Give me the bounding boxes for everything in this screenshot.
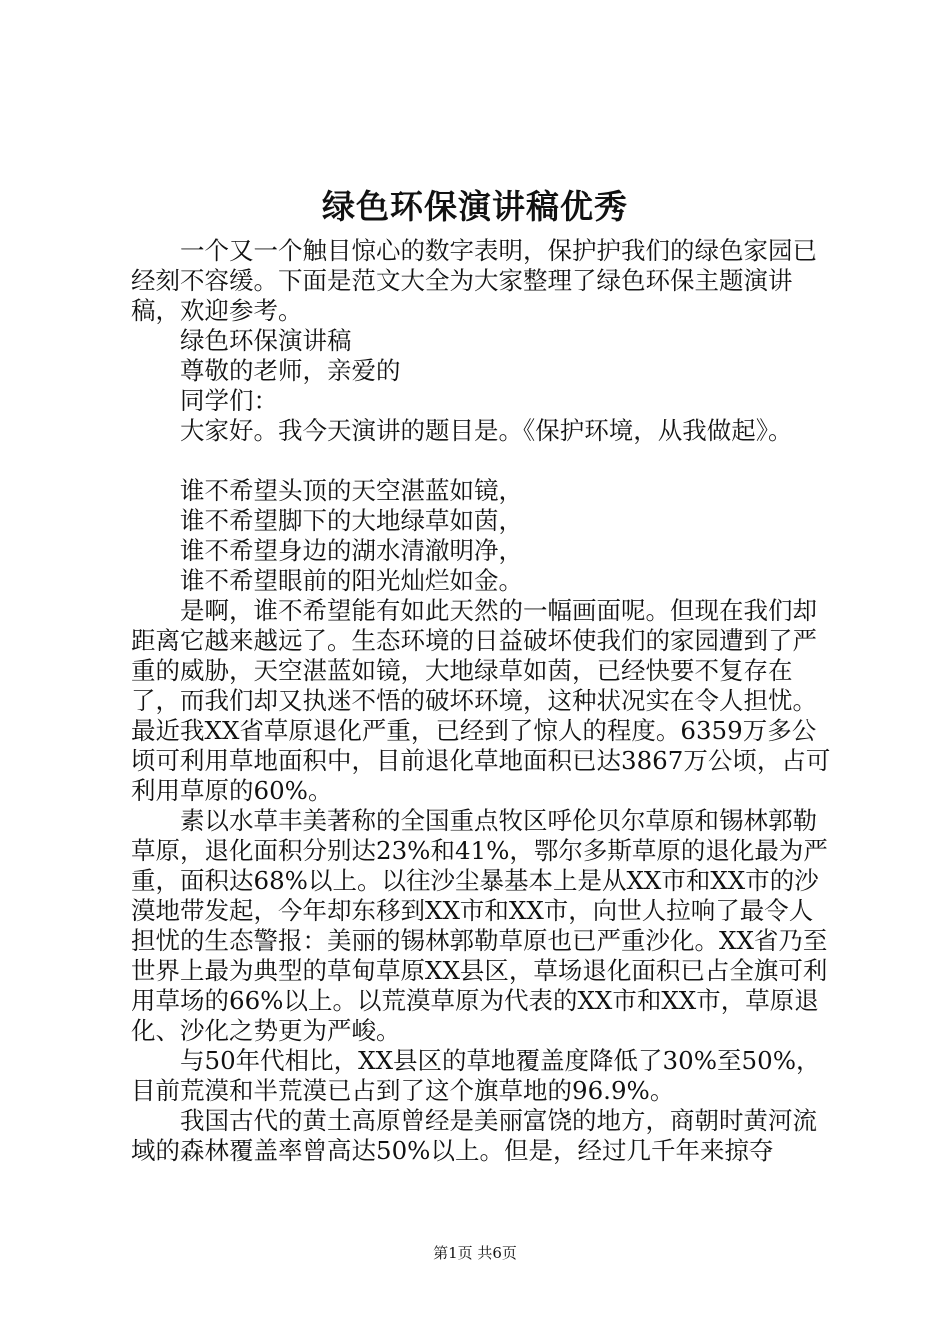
poem-line-4: 谁不希望眼前的阳光灿烂如金。 <box>180 566 523 595</box>
poem-line-1: 谁不希望头顶的天空湛蓝如镜， <box>180 476 523 505</box>
document-title: 绿色环保演讲稿优秀 <box>322 187 628 226</box>
page-footer: 第1页 共6页 <box>433 1244 517 1262</box>
paragraph-loess-plateau: 我国古代的黄土高原曾经是美丽富饶的地方，商朝时黄河流域的森林覆盖率曾高达50%以上。但是，经过几千年来掠夺 <box>131 1106 817 1165</box>
paragraph-intro: 一个又一个触目惊心的数字表明，保护护我们的绿色家园已经刻不容缓。下面是范文大全为大家整理了绿色环保主题演讲稿，欢迎参考。 <box>131 236 817 325</box>
paragraph-salutation-students: 同学们： <box>180 386 278 415</box>
document-body <box>131 236 836 1166</box>
paragraph-speech-heading: 绿色环保演讲稿 <box>180 326 352 355</box>
paragraph-grassland-degradation: 是啊，谁不希望能有如此天然的一幅画面呢。但现在我们却距离它越来越远了。生态环境的日益破坏使我们的家园遭到了严重的威胁，天空湛蓝如镜，大地绿草如茵，已经快要不复存在了，而我们却又执迷不悟的破坏环境，这种状况实在令人担忧。最近我XX省草原退化严重，已经到了惊人的程度。6359万多公顷可利用草地面积中，目前退化草地面积已达3867万公顷，占可利用草原的60%。 <box>131 596 831 805</box>
blank-line <box>131 446 836 476</box>
poem-line-3: 谁不希望身边的湖水清澈明净， <box>180 536 523 565</box>
paragraph-salutation-teachers: 尊敬的老师，亲爱的 <box>180 356 401 385</box>
paragraph-key-pastures: 素以水草丰美著称的全国重点牧区呼伦贝尔草原和锡林郭勒草原，退化面积分别达23%和41%，鄂尔多斯草原的退化最为严重，面积达68%以上。以往沙尘暴基本上是从XX市和XX市的沙漠地带发起，今年却东移到XX市和XX市，向世人拉响了最令人担忧的生态警报：美丽的锡林郭勒草原也已严重沙化。XX省乃至世界上最为典型的草甸草原XX县区，草场退化面积已占全旗可利用草场的66%以上。以荒漠草原为代表的XX市和XX市，草原退化、沙化之势更为严峻。 <box>131 806 828 1045</box>
paragraph-coverage-decline: 与50年代相比，XX县区的草地覆盖度降低了30%至50%，目前荒漠和半荒漠已占到了这个旗草地的96.9%。 <box>131 1046 821 1105</box>
poem-line-2: 谁不希望脚下的大地绿草如茵， <box>180 506 523 535</box>
paragraph-greeting: 大家好。我今天演讲的题目是。《保护环境，从我做起》。 <box>180 416 793 445</box>
